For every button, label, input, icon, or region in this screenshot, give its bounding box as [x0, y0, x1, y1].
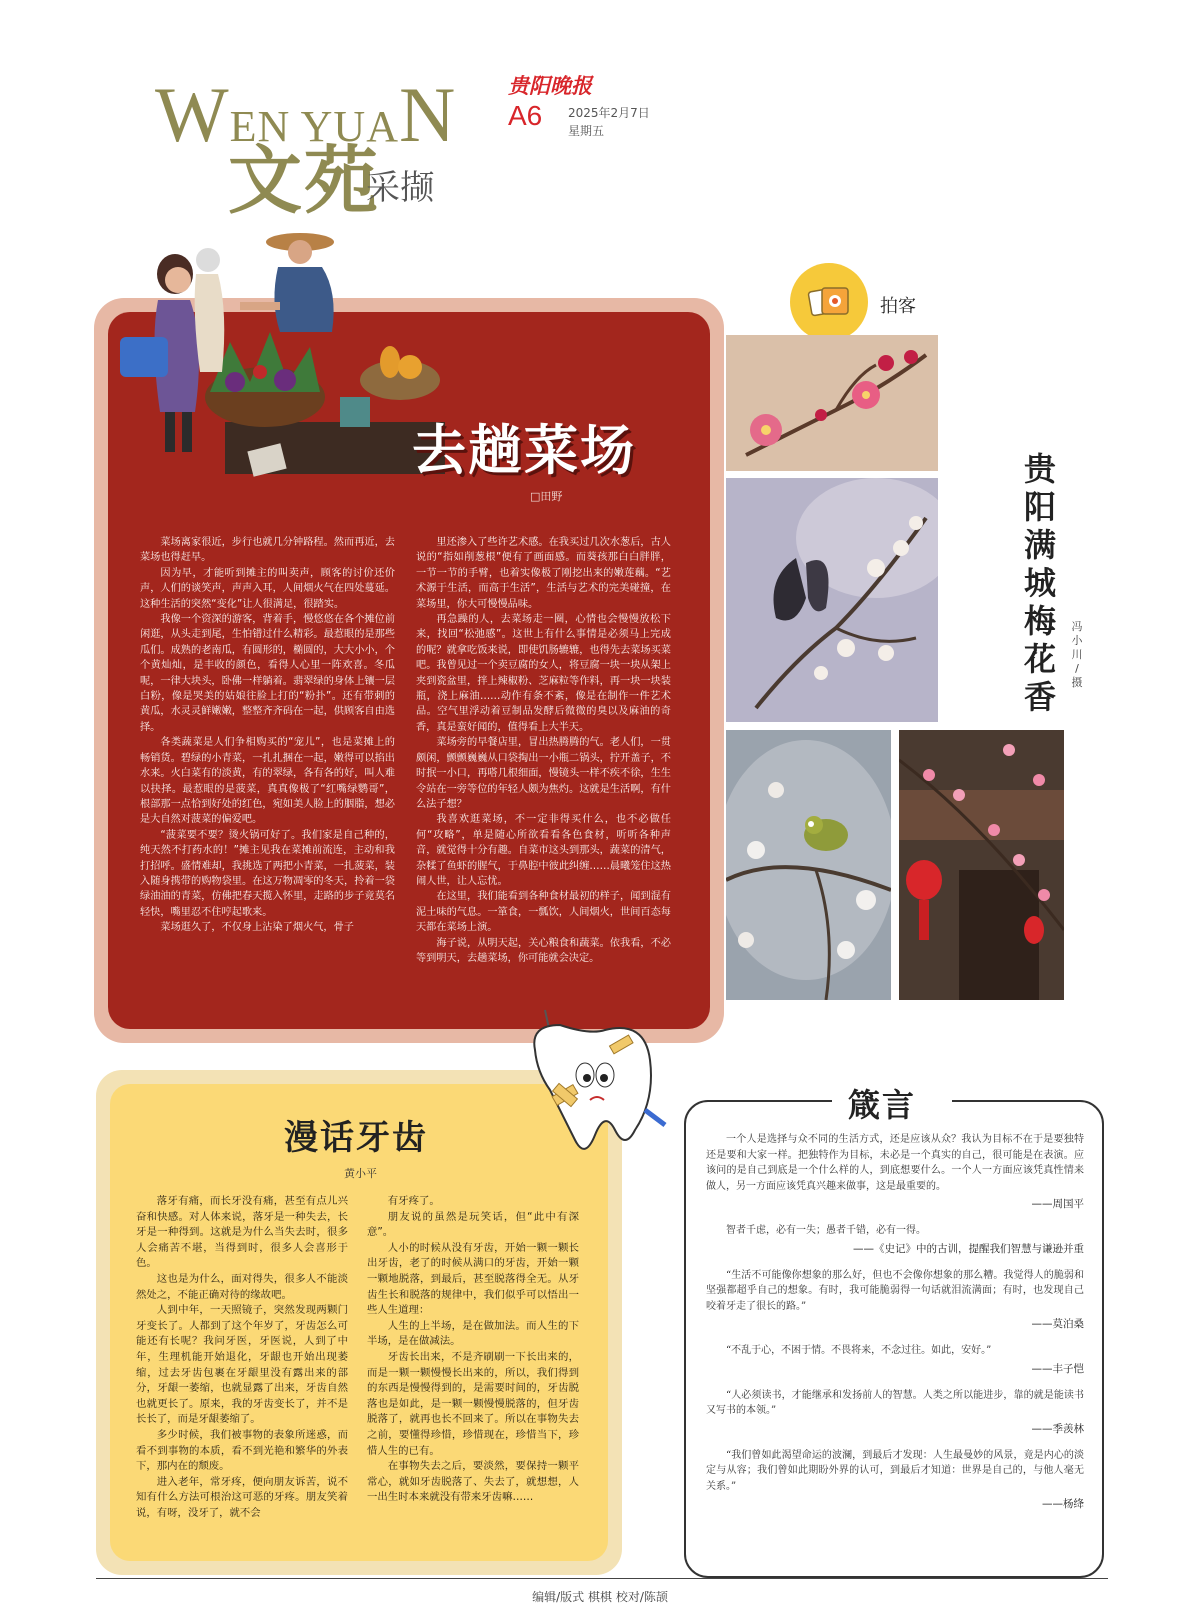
teeth-article-author: 黄小平: [344, 1167, 377, 1180]
credit-char: 摄: [1071, 676, 1083, 689]
quote-source: ——莫泊桑: [1031, 1318, 1084, 1330]
issue-date: 2025年2月7日: [568, 106, 650, 120]
paragraph: 各类蔬菜是人们争相购买的“宠儿”，也是菜摊上的畅销货。碧绿的小青菜，一扎扎捆在一起，嫩得可以掐出水来。火白菜有的淡黄，有的翠绿，各有各的好，叫人难以抉择。最惹眼的是菠菜，真真像极了“红嘴绿鹦哥”，根部那一点恰到好处的红色，宛如美人脸上的胭脂，想必是大自然对菠菜的偏爱吧。: [140, 737, 395, 826]
main-article-title: 去趟菜场: [412, 419, 636, 482]
paragraph: 多少时候，我们被事物的表象所迷惑，而看不到事物的本质，看不到光艳和繁华的外表下，那内在的颓废。: [136, 1428, 348, 1473]
credit-char: 川: [1071, 648, 1083, 661]
masthead-latin-middle: EN YUA: [229, 102, 399, 151]
paragraph: 菜场离家很近，步行也就几分钟路程。然而再近，去菜场也得赶早。: [140, 537, 395, 564]
quote-source: ——季羡林: [1031, 1422, 1084, 1435]
paragraph: 在这里，我们能看到各种食材最初的样子，闻到混有泥土味的气息。一箪食，一瓢饮，人间烟火，世间百态每天都在菜场上演。: [416, 891, 671, 934]
masthead-latin-n: N: [398, 71, 457, 158]
paragraph: 海子说，从明天起，关心粮食和蔬菜。依我看，不必等到明天，去趟菜场，你可能就会决定。: [416, 937, 671, 964]
paragraph: 人生的上半场，是在做加法。而人生的下半场，是在做减法。: [367, 1319, 579, 1348]
masthead-latin-w: W: [155, 71, 230, 158]
footer-divider: [96, 1578, 1108, 1579]
quote-text: “生活不可能像你想象的那么好，但也不会像你想象的那么糟。我觉得人的脆弱和坚强都超乎自己的想象。有时，我可能脆弱得一句话就泪流满面；有时，也发现自己咬着牙走了很长的路。”: [706, 1269, 1084, 1312]
quote-source: ——周国平: [1031, 1198, 1084, 1210]
paragraph: 进入老年，常牙疼，便向朋友诉苦，说不知有什么方法可根治这可恶的牙疼。朋友笑着说，有呀，没牙了，就不会: [136, 1475, 348, 1519]
teeth-article-column-1: [136, 1194, 348, 1544]
title-char: 阳: [1023, 488, 1056, 526]
quote-item: [706, 1132, 1084, 1211]
masthead-cn-title: 文苑: [228, 138, 380, 224]
quote-item: [706, 1343, 1084, 1376]
paragraph: 落牙有痛，而长牙没有痛，甚至有点儿兴奋和快感。对人体来说，落牙是一种失去，长牙是一种得到。这就是为什么当失去时，很多人会痛苦不堪，当得到时，很多人会喜形于色。: [136, 1195, 348, 1270]
paragraph: 因为早，才能听到摊主的叫卖声，顾客的讨价还价声，人们的谈笑声，声声入耳，人间烟火气在四处蔓延。这种生活的突然“变化”让人很满足，很踏实。: [140, 567, 395, 610]
paragraph: 里还渗入了些许艺术感。在我买过几次水葱后，古人说的“指如削葱根”便有了画面感。而葵孩那白白胖胖，一节一节的手臂，也着实像极了刚挖出来的嫩莲藕。“艺术源于生活，而高于生活”，生活与艺术的完美碰撞，在菜场里，你大可慢慢品味。: [416, 537, 671, 610]
quote-text: 一个人是选择与众不同的生活方式，还是应该从众？我认为目标不在于是要独特还是要和大家一样。把独特作为目标，未必是一个真实的自己，很可能是在表演。应该问的是自己到底是一个什么样的人，到底想要什么。一个人一方面应该凭真性情来做人，另一方面应该凭真兴趣来做事，这是最重要的。: [706, 1134, 1084, 1192]
plum-blossom-photo-1: [726, 335, 938, 471]
title-char: 城: [1023, 564, 1056, 602]
quote-source: ——杨绛: [1042, 1498, 1084, 1510]
masthead-subtitle: 采撷: [366, 168, 434, 208]
quote-text: “人必须读书，才能继承和发扬前人的智慧。人类之所以能进步，靠的就是能读书又写书的本领。”: [706, 1389, 1084, 1416]
paragraph: “菠菜要不要？烫火锅可好了。我们家是自己种的，纯天然不打药水的！”摊主见我在菜摊前流连，主动和我打招呼。盛情难却，我挑选了两把小青菜，一扎菠菜，装入随身携带的购物袋里。在这万物凋零的冬天，拎着一袋绿油油的青菜，仿佛把春天揽入怀里，走路的步子竟莫名轻快，嘴里忍不住哼起歌来。: [140, 829, 395, 918]
main-article-author: □田野: [530, 490, 563, 503]
photo-section-label: 拍客: [880, 296, 916, 317]
paragraph: 有牙疼了。: [387, 1195, 440, 1207]
photo-section-title: [1020, 450, 1060, 716]
paragraph: 再急躁的人，去菜场走一圈，心情也会慢慢放松下来，找回“松弛感”。这世上有什么事情是必须马上完成的呢？就拿吃饭来说，即使饥肠辘辘，也得先去菜场买菜吧。我曾见过一个卖豆腐的女人，将豆腐一块一块从架上夹到瓷盆里，拌上辣椒粉、芝麻粒等作料，再一块一块装瓶，浇上麻油……动作有条不紊，像是在制作一件艺术品。空气里浮动着豆制品发酵后微微的臭以及麻油的奇香，真是蛮好闻的，值得看上大半天。: [416, 614, 671, 733]
quote-text: “我们曾如此渴望命运的波澜，到最后才发现：人生最曼妙的风景，竟是内心的淡定与从容；我们曾如此期盼外界的认可，到最后才知道：世界是自己的，与他人毫无关系。”: [706, 1449, 1084, 1492]
credit-char: /: [1075, 662, 1079, 675]
paragraph: 人小的时候从没有牙齿，开始一颗一颗长出牙齿，老了的时候从满口的牙齿，开始一颗一颗地脱落，到最后，甚至脱落得全无。从牙齿生长和脱落的规律中，我们似乎可以悟出一些人生道理：: [367, 1241, 579, 1317]
title-char: 贵: [1023, 450, 1056, 488]
paragraph: 我像一个资深的游客，背着手，慢悠悠在各个摊位前闲逛，从头走到尾，生怕错过什么精彩。最惹眼的是那些瓜们。成熟的老南瓜，有圆形的，椭圆的，大大小小，个个黄灿灿，是丰收的颜色，看得人心里一阵欢喜。冬瓜呢，一律大块头，卧佛一样躺着。翡翠绿的身体上镶一层白粉，像是哭美的姑娘往脸上打的“粉扑”。还有带刺的黄瓜，水灵灵鲜嫩嫩，整整齐齐码在一起，供顾客自由选择。: [140, 614, 395, 733]
title-char: 梅: [1023, 602, 1056, 640]
quote-item: [706, 1448, 1084, 1512]
quote-text: “不乱于心，不困于情。不畏将来，不念过往。如此，安好。”: [726, 1345, 992, 1356]
quote-source: ——丰子恺: [1031, 1362, 1084, 1375]
bird-blossom-photo: [726, 730, 891, 1000]
quotes-list: [706, 1132, 1084, 1523]
paragraph: 我喜欢逛菜场，不一定非得买什么，也不必做任何“攻略”，单是随心所欲看看各色食材，听听各种声音，就觉得十分有趣。自菜市这头到那头，蔬菜的清气，杂糅了鱼虾的腥气，于鼻腔中彼此纠缠……晨曦笼住这热闹人世，让人忘忧。: [416, 814, 671, 887]
paragraph: 菜场逛久了，不仅身上沾染了烟火气，骨子: [160, 922, 354, 934]
newspaper-name: 贵阳晚报: [508, 73, 592, 98]
page-number: A6: [508, 100, 543, 131]
photo-badge: [790, 263, 868, 341]
paragraph: 牙齿长出来，不是齐刷刷一下长出来的，而是一颗一颗慢慢长出来的，所以，我们得到的东西是慢慢得到的，是需要时间的，牙齿脱落也是如此，是一颗一颗慢慢脱落的，但牙齿脱落了，就再也长不回来了。所以在事物失去之前，要懂得珍惜，珍惜现在，珍惜当下，珍惜人生的已有。: [367, 1350, 579, 1457]
photo-icon: [807, 282, 851, 322]
issue-weekday: 星期五: [568, 124, 605, 138]
main-article-column-2: [416, 535, 671, 995]
title-char: 香: [1023, 678, 1056, 716]
paragraph: 在事物失去之后，要淡然，要保持一颗平常心，就如牙齿脱落了、失去了，就想想，人一出生时本来就没有带来牙齿嘛……: [367, 1460, 579, 1504]
credit-char: 小: [1071, 634, 1083, 647]
quote-text: 智者千虑，必有一失；愚者千错，必有一得。: [726, 1225, 926, 1236]
paragraph: 菜场旁的早餐店里，冒出热腾腾的气。老人们，一贯颇闲，颤颤巍巍从口袋掏出一小瓶二锅头，拧开盖子，不时抿一小口，再嗒几根细面，慢镜头一样不疾不徐，生生令站在一旁等位的年轻人颇为焦灼。这就是生活啊，有什么法子想？: [416, 737, 671, 810]
lantern-blossom-photo: [899, 730, 1064, 1000]
quotes-title: 箴言: [848, 1086, 917, 1124]
title-char: 满: [1023, 526, 1056, 564]
teeth-article-column-2: [367, 1194, 579, 1544]
quote-item: [706, 1268, 1084, 1332]
credit-char: 冯: [1071, 620, 1083, 633]
footer-credits: 编辑/版式 棋棋 校对/陈颉: [532, 1590, 668, 1604]
quote-item: [706, 1388, 1084, 1436]
tooth-cartoon-illustration: [505, 1000, 675, 1170]
paragraph: 朋友说的虽然是玩笑话，但“此中有深意”。: [367, 1210, 579, 1239]
quote-item: [706, 1223, 1084, 1256]
quote-source: ——《史记》中的古训，提醒我们智慧与谦逊并重: [853, 1242, 1084, 1255]
title-char: 花: [1023, 640, 1056, 678]
main-article-column-1: [140, 535, 395, 995]
paragraph: 这也是为什么，面对得失，很多人不能淡然处之，不能正确对待的缘故吧。: [136, 1272, 348, 1301]
photo-credit: [1070, 620, 1084, 690]
butterfly-blossom-photo: [726, 478, 938, 722]
teeth-article-title: 漫话牙齿: [284, 1118, 428, 1158]
paragraph: 人到中年，一天照镜子，突然发现两颗门牙变长了。人都到了这个年岁了，牙齿怎么可能还有长呢？我问牙医，牙医说，人到了中年，生理机能开始退化，牙龈也开始出现萎缩，过去牙齿包裹在牙龈里没有露出来的部分，牙龈一萎缩，也就显露了出来，牙齿自然也就更长了。原来，我的牙齿变长了，并不是长长了，而是牙龈萎缩了。: [136, 1304, 348, 1426]
